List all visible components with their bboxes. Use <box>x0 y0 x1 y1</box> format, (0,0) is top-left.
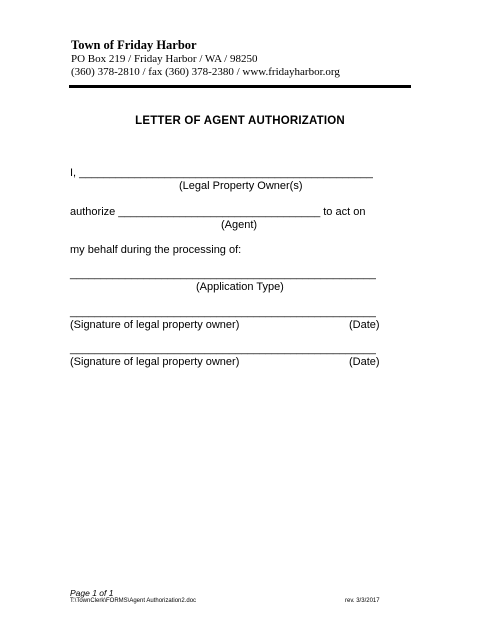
org-address: PO Box 219 / Friday Harbor / WA / 98250 <box>71 53 258 65</box>
signature-label: (Signature of legal property owner) <box>70 319 240 331</box>
owner-name-line: I, ________________________________________________ <box>70 167 373 179</box>
owner-caption: (Legal Property Owner(s) <box>179 180 303 192</box>
revision-date: rev. 3/3/2017 <box>345 598 380 604</box>
behalf-text: my behalf during the processing of: <box>70 244 242 256</box>
date-label: (Date) <box>349 356 380 368</box>
application-type-line: __________________________________________________ <box>70 268 376 280</box>
application-caption: (Application Type) <box>196 281 284 293</box>
signature-label: (Signature of legal property owner) <box>70 356 240 368</box>
org-name: Town of Friday Harbor <box>71 38 197 52</box>
header-divider <box>69 85 411 88</box>
signature-line: __________________________________________________ <box>70 306 376 318</box>
page-number: Page 1 of 1 <box>70 588 114 598</box>
document-title: LETTER OF AGENT AUTHORIZATION <box>135 115 345 127</box>
agent-name-line: authorize _________________________________ to act on <box>70 206 366 218</box>
file-path: T:\TownClerk\FORMS\Agent Authorization2.doc <box>70 598 197 604</box>
org-contact: (360) 378-2810 / fax (360) 378-2380 / www.fridayharbor.org <box>71 66 340 78</box>
agent-caption: (Agent) <box>221 219 258 231</box>
date-label: (Date) <box>349 319 380 331</box>
signature-line: __________________________________________________ <box>70 343 376 355</box>
